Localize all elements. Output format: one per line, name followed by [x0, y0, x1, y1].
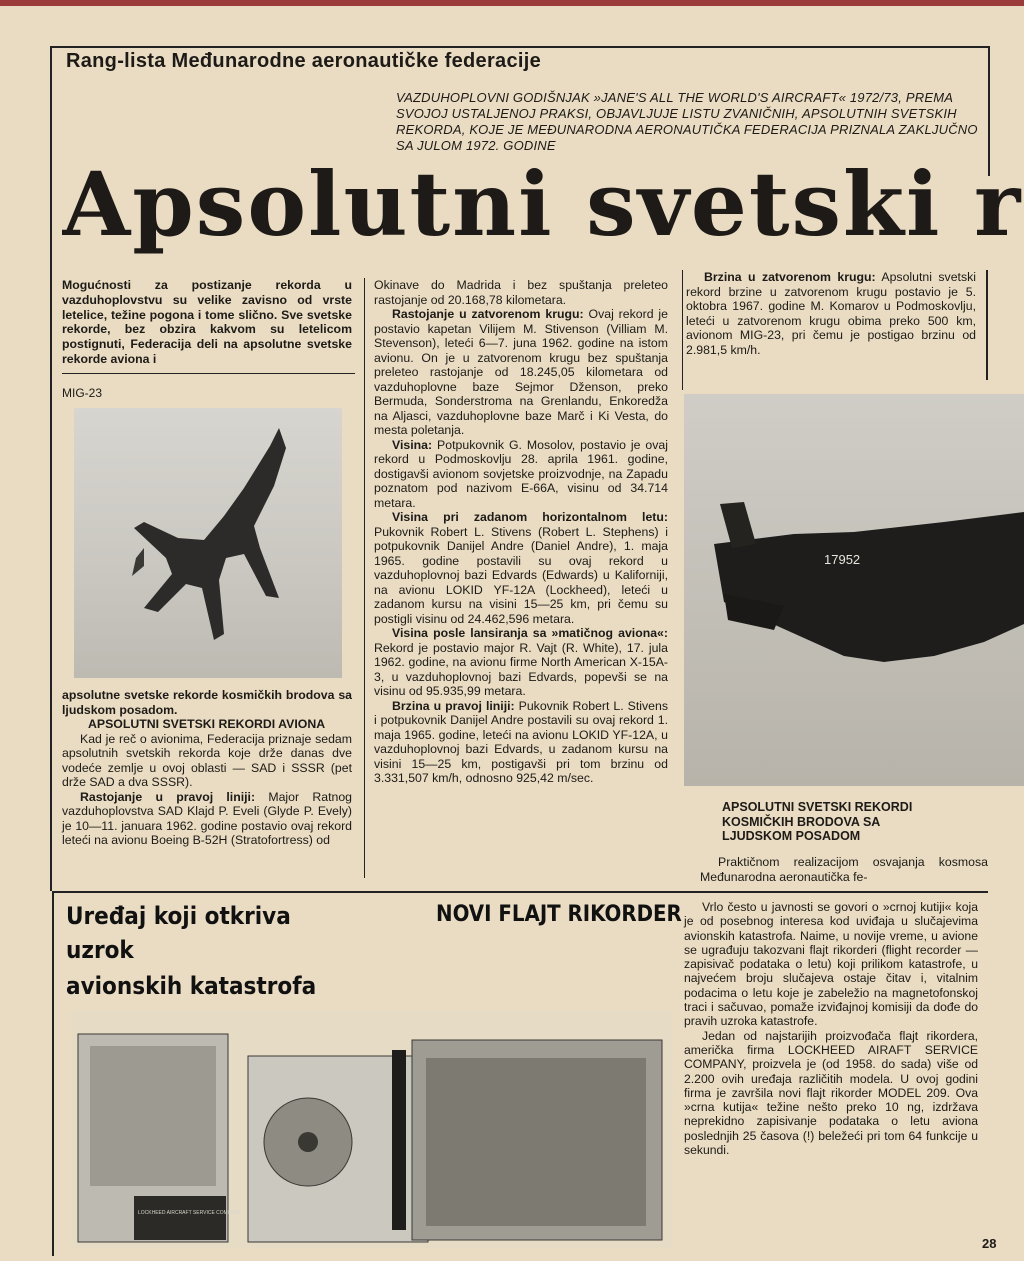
col2-paragraph-1 — [374, 307, 668, 438]
intro-text: VAZDUHOPLOVNI GODIŠNJAK »JANE'S ALL THE WORLD'S AIRCRAFT« 1972/73, PREMA SVOJOJ USTALJENOJ PRAKSI, OBJAVLJUJE LISTU ZVANIČNIH, APSOLUTNIH SVETSKIH REKORDA, KOJE JE MEĐUNARODNA AERONAUTIČKA FEDERACIJA PRIZNALA ZAKLJUČNO SA JULOM 1972. GODINE — [396, 90, 978, 153]
box-title-line-2: uzrok — [66, 936, 134, 964]
col3-paragraph-1 — [686, 270, 976, 357]
col2-paragraph-1-body: Ovaj rekord je postavio kapetan Vilijem M. Stivenson (Villiam M. Stevenson), leteći 6—7. juna 1962. godine na istom avionu. On je u zatvorenom krugu bez spuštanja preleteo rastojanje od 18.245,05 kilometara od vazduhoplovne baze Sejmor Dženson, preko Bermuda, Sonderstroma na Grenlandu, Enkoredža na Aljasci, vazduhoplovne baze Marč i Ki Vesta, do mesta poletanja. — [374, 307, 668, 437]
box-rule-left — [52, 891, 54, 1256]
page-number: 28 — [982, 1236, 997, 1251]
col2-paragraph-0: Okinave do Madrida i bez spuštanja preleteo rastojanje od 20.168,78 kilometara. — [374, 278, 668, 307]
box-title-line-3: avionskih katastrofa — [66, 972, 317, 1000]
mig23-photo — [74, 408, 342, 678]
column-rule-1 — [364, 278, 365, 878]
box-subtitle: NOVI FLAJT RIKORDER — [436, 902, 682, 927]
flight-recorder-drawing — [72, 1010, 672, 1248]
yf12a-silhouette — [684, 394, 1024, 786]
col2-paragraph-2 — [374, 438, 668, 511]
col2-paragraph-4-head: Visina posle lansiranja sa »matičnog aviona«: — [392, 626, 668, 640]
box-title-line-1: Uređaj koji otkriva — [66, 902, 291, 930]
yf12a-photo — [684, 394, 1024, 786]
photo-caption: MIG-23 — [62, 386, 103, 400]
col1-paragraph-3-body: Major Ratnog vazduhoplovstva SAD Klajd P. Eveli (Glyde P. Evely) je 10—11. januara 1962. godine postavio ovaj rekord leteći na avionu Boeing B-52H (Stratofortress) od — [62, 789, 352, 847]
column-rule-3 — [986, 270, 988, 380]
column-1 — [62, 688, 352, 848]
frame-rule-left — [50, 46, 52, 891]
lede-paragraph: Mogućnosti za postizanje rekorda u vazduhoplovstvu su velike zavisno od vrste letelice, težine pogona i tome slično. Sve svetske rekorde, bez obzira kakvom su letelicom postignuti, Federacija deli na apsolutne svetske rekorde aviona i — [62, 278, 352, 366]
col4-paragraph-1: Praktičnom realizacijom osvajanja kosmosa Međunarodna aeronautička fe- — [700, 855, 988, 884]
col2-paragraph-4-body: Rekord je postavio major R. Vajt (R. White), 17. jula 1962. godine, na avionu firme North American X-15A-3, u vazduhoplovnoj bazi Edvards, popevši se na visinu od 95.935,99 metara. — [374, 640, 668, 698]
col3-paragraph-1-head: Brzina u zatvorenom krugu: — [704, 270, 876, 284]
aircraft-tail-number: 17952 — [824, 552, 861, 567]
headline: Apsolutni svetski r — [62, 154, 1023, 254]
col2-paragraph-4 — [374, 626, 668, 699]
col2-paragraph-5-head: Brzina u pravoj liniji: — [392, 698, 515, 713]
col2-paragraph-5-body: Pukovnik Robert L. Stivens i potpukovnik Danijel Andre postavili su ovaj rekord 1. maja 1965. godine, leteći na avionu LOKID YF-12A, u vazduhoplovnoj bazi Edvards, u zadanom kursu na visini 15—25 km, postigavši pri tom brzinu od 3.331,507 km/h, odnosno 925,42 m/sec. — [374, 698, 668, 785]
col1-heading: APSOLUTNI SVETSKI REKORDI AVIONA — [88, 717, 326, 731]
col2-paragraph-2-body: Potpukovnik G. Mosolov, postavio je ovaj rekord u Podmoskovlju 28. aprila 1961. godine, dostigavši avionom sovjetske proizvodnje, na Zapadu poznatom pod nazivom E-66A, visinu od 34.714 metara. — [374, 437, 668, 510]
box-paragraph-2: Jedan od najstarijih proizvođača flajt rikordera, američka firma LOCKHEED AIRAFT SERVICE COMPANY, proizvela je (od 1958. do sada) više od 2.200 ovih uređaja različitih modela. U ovoj godini firma je završila novi flajt rikorder MODEL 209. Ova »crna kutija« težine nešto preko 10 ng, izdržava neprekidno zapisivanje podataka o letu aviona poslednjih 25 časova (!) beležeći pri tom 64 funkcije u sekundi. — [684, 1028, 978, 1158]
col2-paragraph-5 — [374, 699, 668, 786]
col2-paragraph-3 — [374, 510, 668, 626]
column-2 — [374, 278, 668, 786]
col4-heading: APSOLUTNI SVETSKI REKORDI KOSMIČKIH BRODOVA SA LJUDSKOM POSADOM — [722, 800, 913, 843]
col1-paragraph-1: apsolutne svetske rekorde kosmičkih brodova sa ljudskom posadom. — [62, 688, 352, 717]
col1-paragraph-2: Kad je reč o avionima, Federacija priznaje sedam apsolutnih svetskih rekorda koje drže danas dve vodeće zemlje u ovoj oblasti — SAD i SSSR (pet drže SAD a dva SSSR). — [62, 731, 352, 789]
recorder-label: LOCKHEED AIRCRAFT SERVICE COMPANY — [138, 1210, 242, 1216]
box-rule-top — [52, 891, 988, 893]
mig23-silhouette — [74, 408, 342, 678]
section-rubric: Rang-lista Međunarodne aeronautičke federacije — [66, 50, 542, 72]
col1-paragraph-3-head: Rastojanje u pravoj liniji: — [80, 789, 256, 804]
col3-paragraph-1-body: Apsolutni svetski rekord brzine u zatvorenom krugu postavio je 5. oktobra 1967. godine M. Komarov u Podmoskovlju, leteći u zatvorenom krugu obima preko 500 km, avionom MIG-23, pri čemu je postigao brzinu od 2.981,5 km/h. — [686, 270, 976, 357]
box-body — [684, 900, 978, 1157]
col2-paragraph-2-head: Visina: — [392, 437, 433, 452]
column-rule-2 — [682, 270, 683, 390]
col2-paragraph-3-body: Pukovnik Robert L. Stivens (Robert L. Stephens) i potpukovnik Danijel Andre (Daniel Andre), 1. maja 1965. godine postavili su ovaj rekord u vazduhoplovnoj bazi Edvards (Edwards) u Kaliforniji, na avionu LOKID YF-12A (Lockheed), leteći u zadanom kursu na visini 15—25 km, pri čemu su postigli visinu od 24.462,596 metara. — [374, 524, 668, 626]
col2-paragraph-3-head: Visina pri zadanom horizontalnom letu: — [392, 510, 668, 524]
column-3 — [686, 270, 976, 357]
flight-recorder-photo — [72, 1010, 672, 1248]
lede-rule — [62, 373, 355, 374]
column-4 — [700, 855, 988, 884]
col1-paragraph-3 — [62, 790, 352, 848]
frame-rule-top — [50, 46, 990, 48]
box-paragraph-1: Vrlo često u javnosti se govori o »crnoj kutiji« koja je od posebnog interesa kod uviđaja u slučajevima avionskih katastrofa. Naime, u novije vreme, u avione se ugrađuju takozvani flajt rikorderi (flight recorder — zapisivač podataka o letu) koji prilikom katastrofe, u najvećem broju slučajeva ostaje čitav i, vitalnim podacima o letu koje je zabeležio na magnetofonskoj traci i sačuvao, pomaže izviđajnoj komisiji da dođe do pravih uzroka katastrofe. — [684, 900, 978, 1029]
col2-paragraph-1-head: Rastojanje u zatvorenom krugu: — [392, 307, 584, 321]
page-top-edge — [0, 0, 1024, 6]
